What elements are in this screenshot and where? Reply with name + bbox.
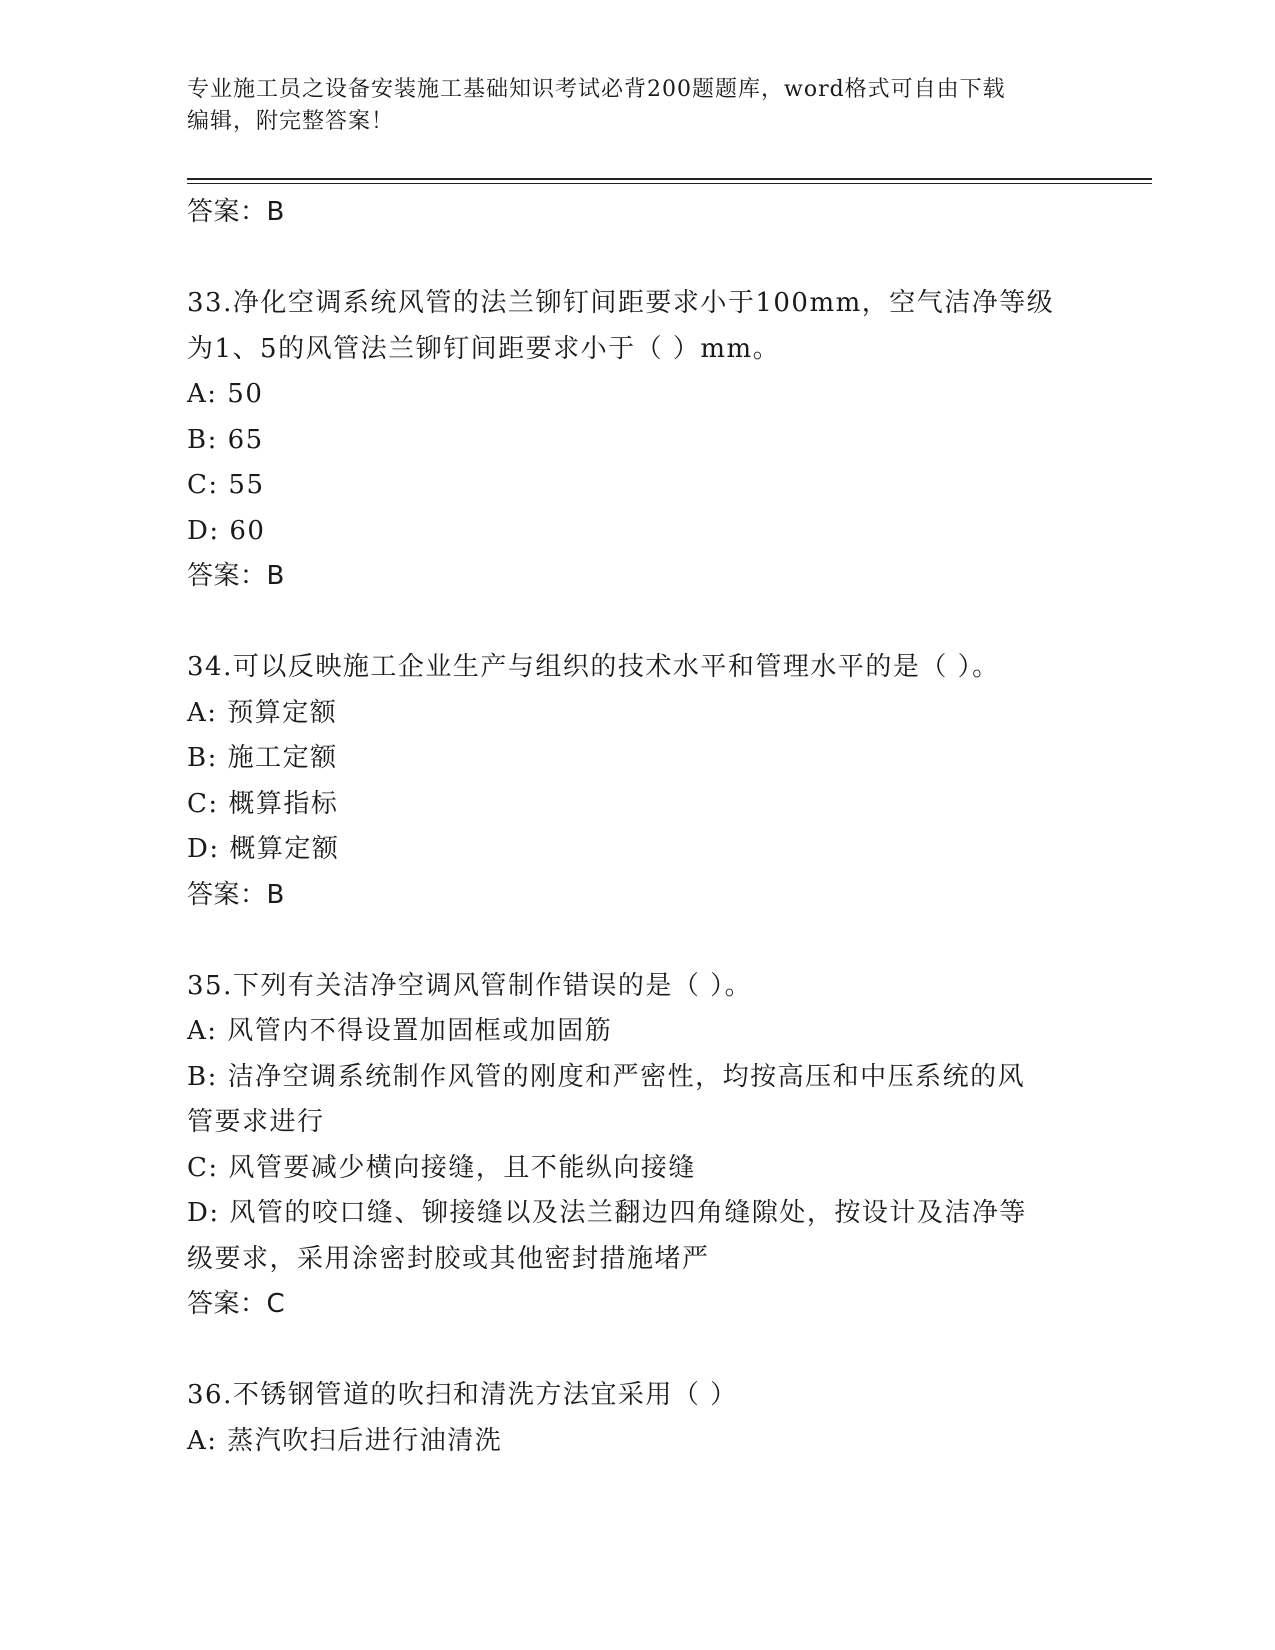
question-35-stem-line-1: 35.下列有关洁净空调风管制作错误的是（ ）。 (187, 970, 753, 1001)
question-35-option-c: C: 风管要减少横向接缝，且不能纵向接缝 (187, 1152, 696, 1183)
header-title-line-1: 专业施工员之设备安装施工基础知识考试必背200题题库，word格式可自由下载 (187, 77, 1006, 102)
question-35-option-d-line-1: D: 风管的咬口缝、铆接缝以及法兰翻边四角缝隙处，按设计及洁净等 (187, 1198, 1027, 1228)
spacer (187, 600, 1067, 646)
document-header (187, 74, 1067, 138)
spacer (187, 236, 1067, 282)
question-34-answer: 答案：B (187, 879, 285, 910)
question-34-option-b: B: 施工定额 (187, 743, 338, 773)
question-33-option-b: B: 65 (187, 424, 264, 455)
question-35-option-d-line-2: 级要求，采用涂密封胶或其他密封措施堵严 (187, 1243, 710, 1274)
spacer (187, 1328, 1067, 1374)
question-33-option-a: A: 50 (187, 379, 264, 409)
question-36-option-a: A: 蒸汽吹扫后进行油清洗 (187, 1425, 503, 1456)
question-33-option-c: C: 55 (187, 470, 265, 500)
question-34-stem-line-1: 34.可以反映施工企业生产与组织的技术水平和管理水平的是（ ）。 (187, 652, 1000, 682)
question-33 (187, 281, 1067, 600)
header-title-line-2: 编辑，附完整答案！ (187, 109, 395, 134)
question-34-option-d: D: 概算定额 (187, 834, 340, 864)
question-35 (187, 964, 1067, 1328)
question-35-option-b-line-1: B: 洁净空调系统制作风管的刚度和严密性，均按高压和中压系统的风 (187, 1061, 1026, 1092)
question-33-answer: 答案：B (187, 561, 285, 591)
question-35-answer: 答案：C (187, 1289, 286, 1319)
spacer (187, 918, 1067, 964)
question-36 (187, 1373, 1067, 1464)
question-34-option-c: C: 概算指标 (187, 788, 339, 819)
header-divider-thick (187, 178, 1152, 180)
question-35-option-a: A: 风管内不得设置加固框或加固筋 (187, 1016, 613, 1046)
question-33-option-d: D: 60 (187, 515, 266, 546)
header-divider-thin (187, 183, 1152, 184)
question-33-stem-line-2: 为1、5的风管法兰铆钉间距要求小于（ ）mm。 (187, 333, 781, 364)
question-34 (187, 645, 1067, 918)
question-34-option-a: A: 预算定额 (187, 697, 338, 728)
question-33-stem-line-1: 33.净化空调系统风管的法兰铆钉间距要求小于100mm，空气洁净等级 (187, 288, 1055, 318)
answer-32: 答案：B (187, 197, 285, 227)
question-35-option-b-line-2: 管要求进行 (187, 1107, 325, 1137)
question-36-stem-line-1: 36.不锈钢管道的吹扫和清洗方法宜采用（ ） (187, 1380, 738, 1410)
question-list (187, 190, 1067, 1464)
